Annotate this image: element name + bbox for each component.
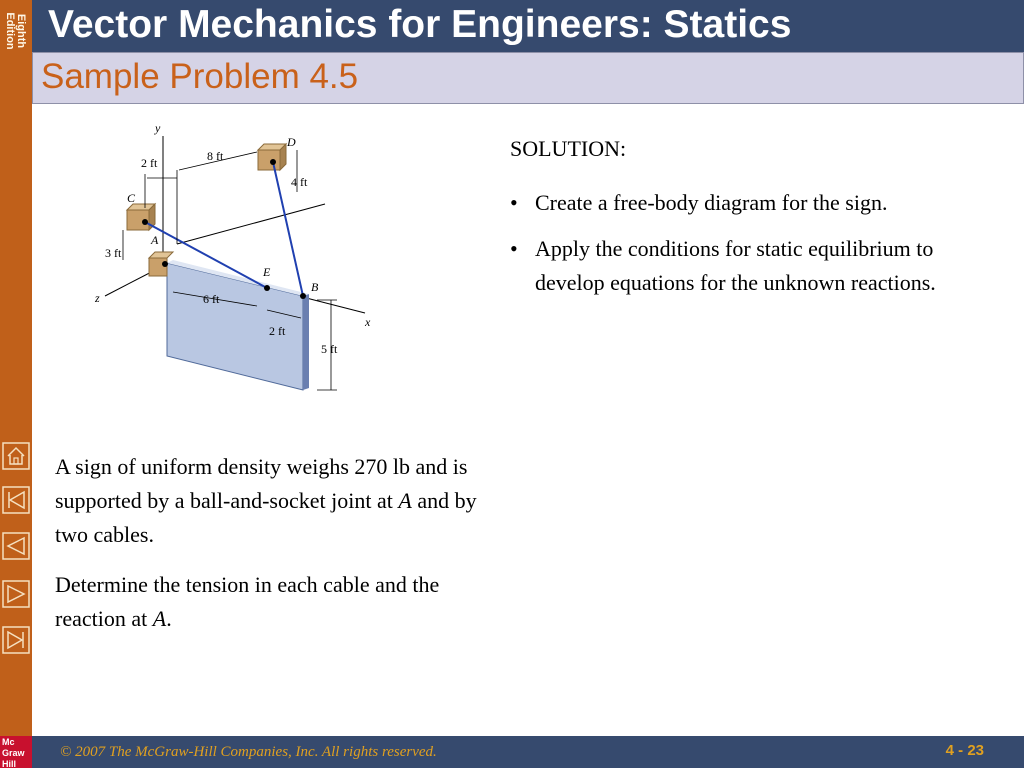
dim-6ft: 6 ft	[203, 292, 220, 306]
dim-5ft: 5 ft	[321, 342, 338, 356]
page-number: 4 - 23	[945, 742, 984, 759]
point-C	[142, 219, 148, 225]
home-icon[interactable]	[0, 440, 32, 472]
next-slide-icon[interactable]	[0, 578, 32, 610]
edition-label: Eighth Edition	[4, 12, 27, 50]
copyright-text: © 2007 The McGraw-Hill Companies, Inc. All rights reserved.	[60, 744, 437, 760]
list-item: • Apply the conditions for static equilibrium to develop equations for the unknown reactions.	[510, 236, 936, 295]
point-A	[162, 261, 168, 267]
publisher-logo: Mc Graw Hill	[0, 736, 32, 768]
problem-paragraph-1: A sign of uniform density weighs 270 lb and is supported by a ball-and-socket joint at A and by two cables.	[55, 454, 477, 547]
point-B	[300, 293, 306, 299]
label-D: D	[287, 135, 296, 149]
slide-title: Sample Problem 4.5	[41, 57, 359, 96]
wall-line	[177, 204, 325, 244]
first-slide-icon[interactable]	[0, 484, 32, 516]
problem-paragraph-2: Determine the tension in each cable and the reaction at A.	[55, 572, 440, 631]
last-slide-icon[interactable]	[0, 624, 32, 656]
subtitle-bar	[32, 52, 1024, 104]
footer-bar	[32, 736, 1024, 768]
header-bar	[32, 0, 1024, 52]
list-item: • Create a free-body diagram for the sign.	[510, 190, 888, 215]
problem-statement	[55, 450, 495, 652]
solution-list	[510, 186, 1000, 312]
point-D	[270, 159, 276, 165]
sign-diagram	[85, 118, 385, 403]
point-E	[264, 285, 270, 291]
dim-3ft: 3 ft	[105, 246, 122, 260]
label-A: A	[151, 233, 159, 247]
label-E: E	[263, 265, 271, 279]
z-axis-label: z	[95, 291, 100, 305]
y-axis-label: y	[155, 121, 161, 135]
label-C: C	[127, 191, 136, 205]
label-B: B	[311, 280, 319, 294]
dim-2ft-bottom: 2 ft	[269, 324, 286, 338]
dim-2ft-top: 2 ft	[141, 156, 158, 170]
previous-slide-icon[interactable]	[0, 530, 32, 562]
sign-edge	[303, 294, 309, 390]
block-D	[258, 144, 286, 170]
dim-8ft: 8 ft	[207, 149, 224, 163]
page-title: Vector Mechanics for Engineers: Statics	[48, 3, 792, 46]
dim-4ft: 4 ft	[291, 175, 308, 189]
x-axis-label: x	[365, 315, 371, 329]
solution-heading: SOLUTION:	[510, 136, 627, 161]
